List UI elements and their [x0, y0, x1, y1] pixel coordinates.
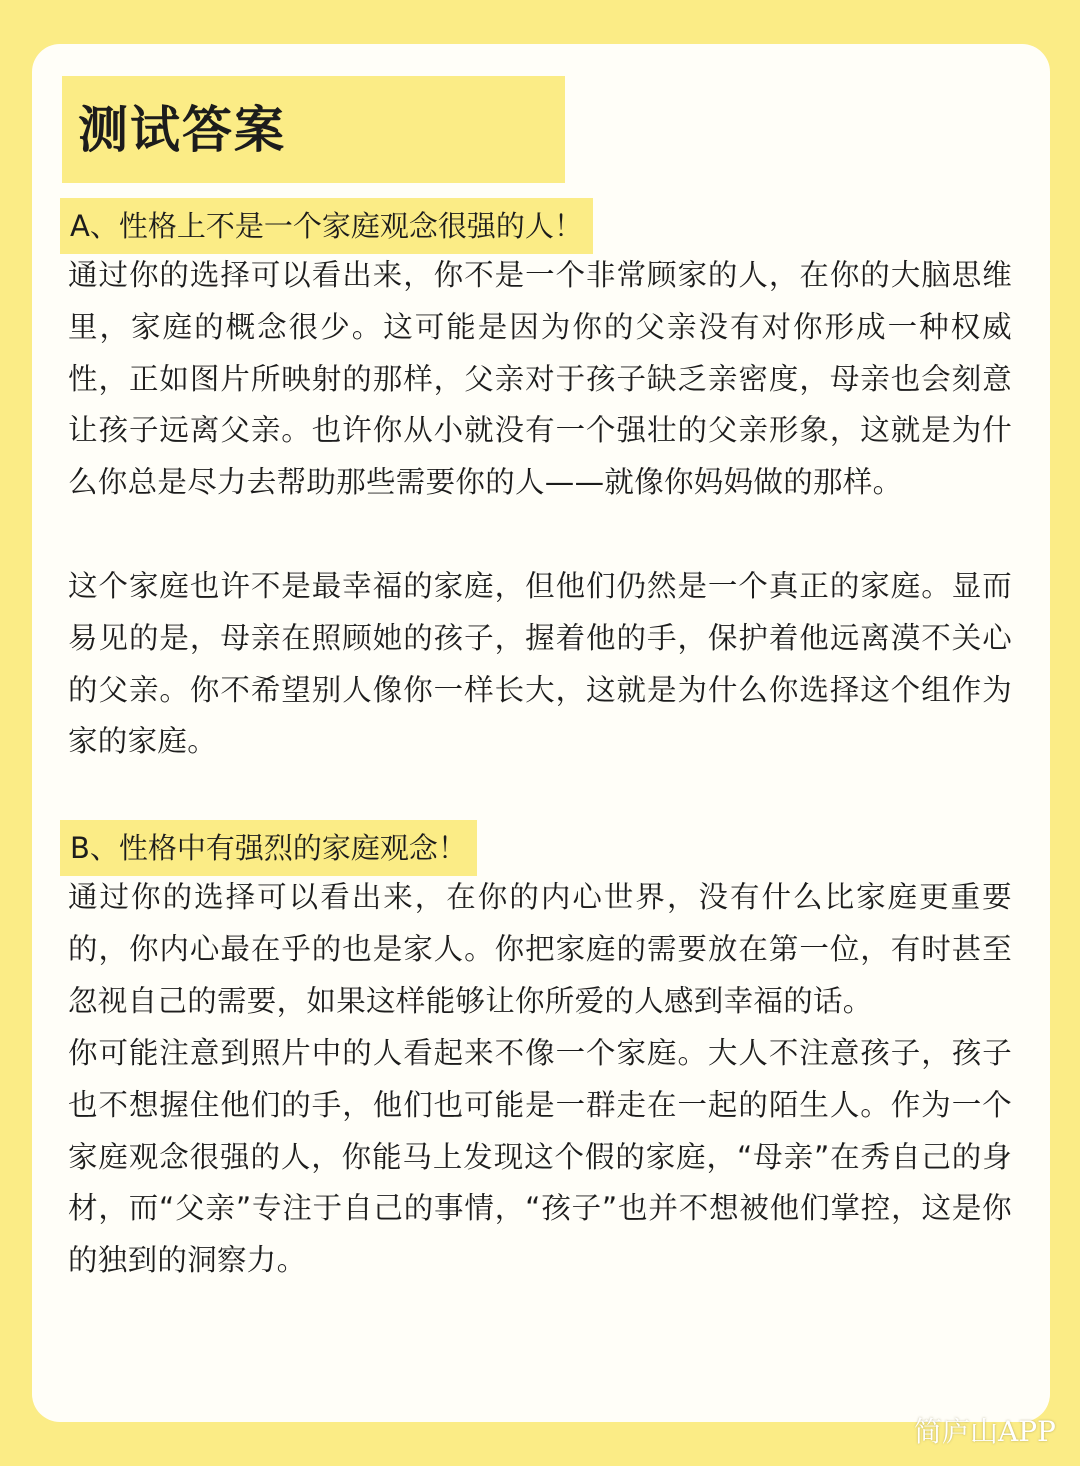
- section-b-paragraph-1: 通过你的选择可以看出来，在你的内心世界，没有什么比家庭更重要的，你内心最在乎的也是家人。你把家庭的需要放在第一位，有时甚至忽视自己的需要，如果这样能够让你所爱的人感到幸福的话。: [68, 880, 1012, 1018]
- section-b-paragraph-2: 你可能注意到照片中的人看起来不像一个家庭。大人不注意孩子，孩子也不想握住他们的手，他们也可能是一群走在一起的陌生人。作为一个家庭观念很强的人，你能马上发现这个假的家庭，“母亲”在秀自己的身材，而“父亲”专注于自己的事情，“孩子”也并不想被他们掌控，这是你的独到的洞察力。: [68, 1036, 1012, 1278]
- section-a-paragraph-1: 通过你的选择可以看出来，你不是一个非常顾家的人，在你的大脑思维里，家庭的概念很少。这可能是因为你的父亲没有对你形成一种权威性，正如图片所映射的那样，父亲对于孩子缺乏亲密度，母亲也会刻意让孩子远离父亲。也许你从小就没有一个强壮的父亲形象，这就是为什么你总是尽力去帮助那些需要你的人——就像你妈妈做的那样。: [68, 258, 1012, 500]
- page-title: 测试答案: [78, 101, 286, 159]
- watermark: 简庐山APP: [914, 1415, 1056, 1448]
- content-card: [32, 44, 1050, 1422]
- section-a-heading: A、性格上不是一个家庭观念很强的人！: [60, 198, 593, 254]
- title-highlight: [62, 76, 565, 183]
- section-a-paragraph-2: 这个家庭也许不是最幸福的家庭，但他们仍然是一个真正的家庭。显而易见的是，母亲在照顾她的孩子，握着他的手，保护着他远离漠不关心的父亲。你不希望别人像你一样长大，这就是为什么你选择这个组作为家的家庭。: [68, 569, 1012, 759]
- section-b-heading: B、性格中有强烈的家庭观念！: [60, 820, 477, 876]
